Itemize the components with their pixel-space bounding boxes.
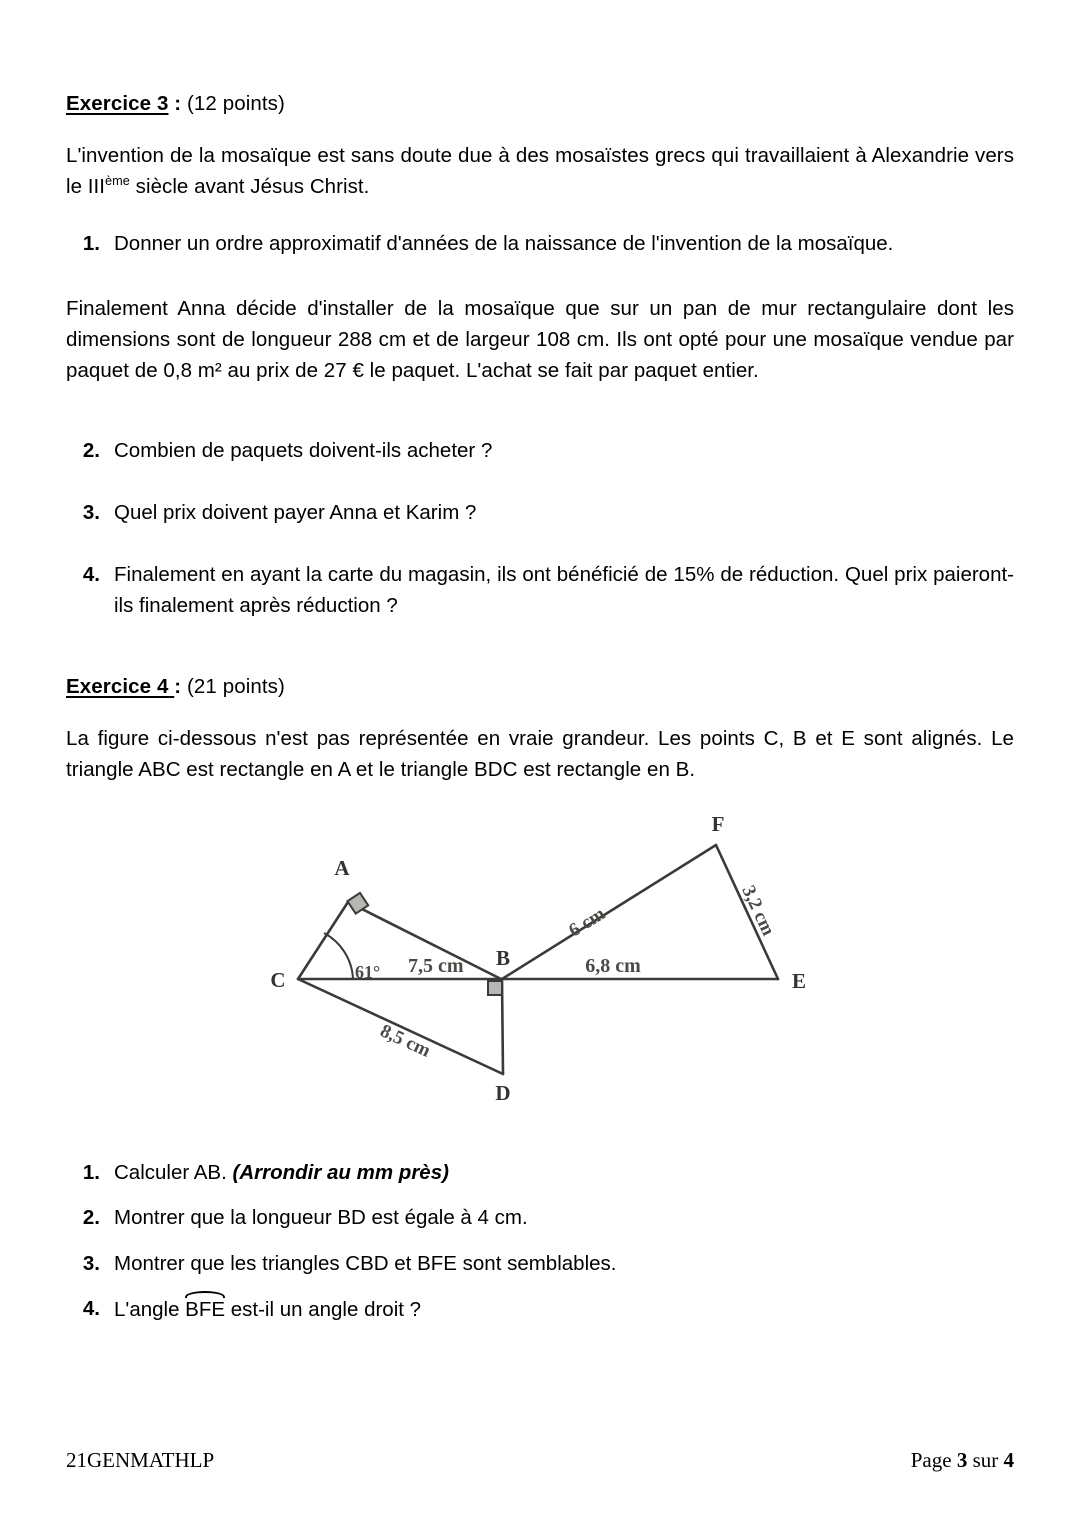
list-item	[66, 1248, 1014, 1279]
list-item	[66, 228, 1014, 259]
footer-page-middle: sur	[967, 1448, 1004, 1472]
intro-text-after-superscript: siècle avant Jésus Christ.	[129, 174, 370, 198]
vertex-label-D: D	[495, 1081, 511, 1106]
question-number: 3.	[82, 1251, 100, 1275]
question-text-emphasis: (Arrondir au mm près)	[232, 1161, 449, 1185]
intro-text-before-superscript: L'invention de la mosaïque est sans doute due à des mosaïstes grecs qui travaillaient à Alexandrie vers le III	[66, 143, 1014, 198]
length-label-FE: 3,2 cm	[737, 882, 779, 940]
question-text: Donner un ordre approximatif d'années de la naissance de l'invention de la mosaïque.	[114, 231, 894, 255]
question-text-before-angle: L'angle	[114, 1297, 186, 1321]
exercise-4-intro-paragraph: La figure ci-dessous n'est pas représentée en vraie grandeur. Les points C, B et E sont alignés. Le triangle ABC est rectangle en A et le triangle BDC est rectangle en B.	[66, 726, 1014, 782]
question-text: Quel prix doivent payer Anna et Karim ?	[114, 500, 477, 524]
length-label-CB: 7,5 cm	[408, 955, 464, 978]
angle-label-61-degrees: 61°	[355, 962, 381, 983]
question-text: Finalement en ayant la carte du magasin, ils ont bénéficié de 15% de réduction. Quel prix paieront-ils finalement après réduction ?	[114, 562, 1014, 618]
exercise-3-title: Exercice 3	[66, 92, 169, 115]
exercise-3-question-1-list	[66, 228, 1014, 259]
exercise-3-heading	[66, 90, 1014, 118]
geometry-figure	[66, 813, 1014, 1123]
question-number: 2.	[82, 1206, 100, 1230]
geometry-figure-svg	[66, 813, 1014, 1123]
spacer	[66, 220, 1014, 228]
angle-notation-BFE: BFE	[185, 1293, 225, 1325]
vertex-label-C: C	[270, 968, 286, 993]
list-item	[66, 559, 1014, 621]
question-text: Combien de paquets doivent-ils acheter ?	[114, 438, 493, 462]
question-text-after-angle: est-il un angle droit ?	[225, 1297, 422, 1321]
question-number: 2.	[82, 438, 100, 462]
exercise-4-title: Exercice 4	[66, 675, 175, 699]
exercise-3-points: (12 points)	[181, 92, 285, 115]
exercise-3-intro-paragraph	[66, 140, 1014, 202]
exercise-4-questions-list	[66, 1157, 1014, 1325]
spacer	[66, 803, 1014, 813]
question-number: 4.	[82, 562, 100, 586]
page-content	[66, 90, 1014, 1325]
exercise-4-colon: :	[174, 675, 182, 699]
exercise-3-questions-list	[66, 435, 1014, 622]
question-text: Montrer que les triangles CBD et BFE sont semblables.	[114, 1251, 617, 1275]
spacer	[66, 259, 1014, 293]
footer-reference-code: 21GENMATHLP	[66, 1448, 215, 1472]
footer-current-page: 3	[956, 1448, 968, 1472]
angle-arc-C	[324, 933, 353, 979]
question-number: 4.	[82, 1296, 100, 1320]
list-item	[66, 1157, 1014, 1188]
list-item	[66, 497, 1014, 528]
length-label-BF: 6 cm	[565, 903, 609, 942]
question-number: 1.	[82, 231, 100, 255]
right-angle-mark-B	[488, 981, 502, 995]
list-item	[66, 1293, 1014, 1325]
spacer	[66, 621, 1014, 673]
question-number: 3.	[82, 500, 100, 524]
question-text	[114, 1157, 1014, 1188]
vertex-label-B: B	[495, 946, 511, 971]
list-item	[66, 1202, 1014, 1233]
length-label-BE: 6,8 cm	[585, 955, 641, 978]
spacer	[66, 1123, 1014, 1157]
exercise-4-heading	[66, 673, 1014, 701]
question-text	[114, 1293, 1014, 1325]
vertex-label-A: A	[334, 856, 350, 881]
footer-total-pages: 4	[1003, 1448, 1014, 1472]
length-label-CD: 8,5 cm	[376, 1020, 434, 1062]
exercise-3-paragraph-2: Finalement Anna décide d'installer de la mosaïque que sur un pan de mur rectangulaire dont les dimensions sont de longueur 288 cm et de largeur 108 cm. Ils ont opté pour une mosaïque vendue par paquet de 0,8 m² au prix de 27 € le paquet. L'achat se fait par paquet entier.	[66, 297, 1014, 383]
question-text: Montrer que la longueur BD est égale à 4 cm.	[114, 1206, 528, 1230]
exercise-3-colon: :	[168, 92, 182, 115]
spacer	[66, 405, 1014, 435]
question-number: 1.	[82, 1161, 100, 1185]
list-item	[66, 435, 1014, 466]
segment-CA	[298, 902, 348, 979]
question-text-main: Calculer AB.	[114, 1161, 233, 1185]
vertex-label-F: F	[711, 813, 725, 837]
footer-page-prefix: Page	[910, 1448, 957, 1472]
exercise-4-points: (21 points)	[181, 675, 285, 699]
vertex-label-E: E	[791, 969, 807, 994]
page-footer	[66, 1448, 1014, 1473]
footer-page-number	[911, 1448, 1014, 1473]
century-superscript: ème	[105, 173, 130, 188]
